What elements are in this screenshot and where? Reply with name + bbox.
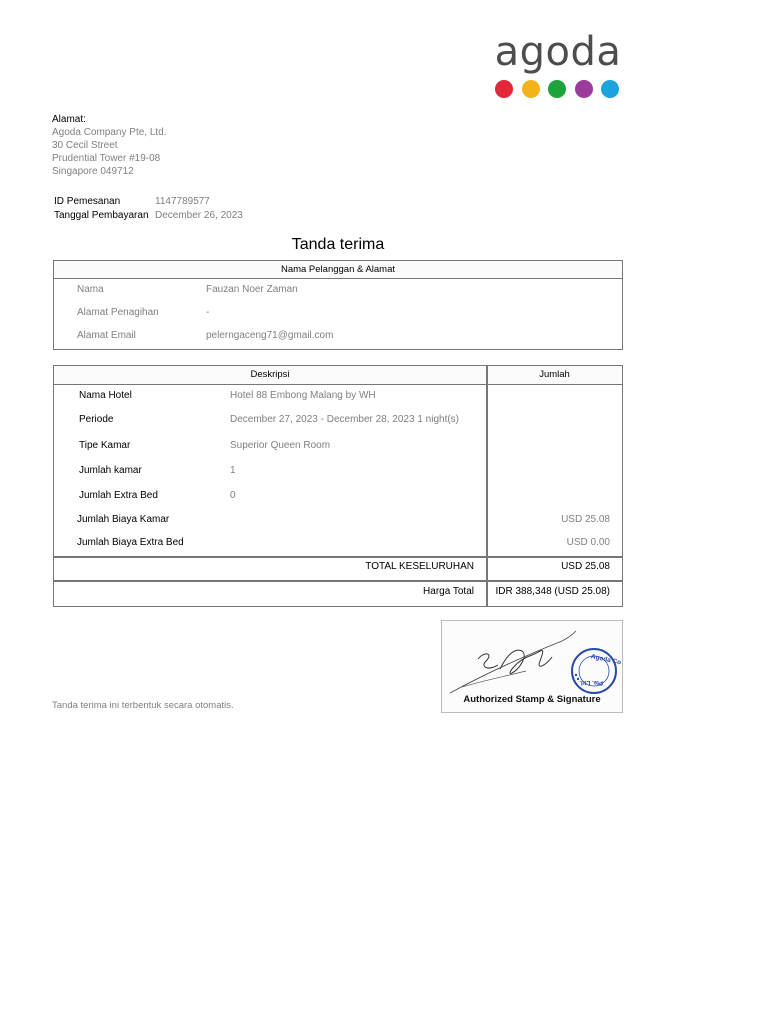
address-label: Alamat:: [52, 114, 86, 125]
extra-bed-charge-amount: USD 0.00: [566, 537, 610, 548]
auto-generated-note: Tanda terima ini terbentuk secara otomatis.: [52, 700, 234, 711]
room-type-value: Superior Queen Room: [230, 440, 331, 451]
hotel-name-label: Nama Hotel: [79, 390, 132, 401]
logo-dots: [495, 80, 619, 98]
customer-box: [53, 260, 623, 350]
period-value: December 27, 2023 - December 28, 2023 1 night(s): [230, 414, 460, 425]
logo-dot-purple: [575, 80, 593, 98]
price-divider: [54, 580, 622, 582]
email-label: Alamat Email: [77, 330, 136, 341]
period-label: Periode: [79, 414, 114, 425]
col-description-header: Deskripsi: [250, 369, 290, 380]
address-line: Singapore 049712: [52, 166, 134, 177]
details-table: [53, 365, 623, 607]
grand-total-label: TOTAL KESELURUHAN: [365, 561, 474, 572]
billing-address-label: Alamat Penagihan: [77, 307, 159, 318]
total-divider: [54, 556, 622, 558]
customer-name-label: Nama: [77, 284, 104, 295]
address-line: 30 Cecil Street: [52, 140, 118, 151]
page-title: Tanda terima: [291, 236, 385, 253]
stamp-signature-box: [441, 620, 623, 713]
room-charge-amount: USD 25.08: [561, 514, 610, 525]
payment-date-label: Tanggal Pembayaran: [54, 210, 149, 221]
total-price-label: Harga Total: [423, 586, 474, 597]
booking-id-value: 1147789577: [155, 196, 210, 207]
col-amount-header: Jumlah: [539, 369, 570, 380]
extra-bed-label: Jumlah Extra Bed: [79, 490, 158, 501]
extra-bed-charge-label: Jumlah Biaya Extra Bed: [77, 537, 184, 548]
customer-name-value: Fauzan Noer Zaman: [206, 284, 298, 295]
svg-text:Agoda Co: Agoda Co: [590, 653, 622, 667]
grand-total-amount: USD 25.08: [561, 561, 610, 572]
column-divider: [486, 366, 488, 606]
email-value: pelerngaceng71@gmail.com: [206, 330, 334, 341]
booking-id-label: ID Pemesanan: [54, 196, 121, 207]
hotel-name-value: Hotel 88 Embong Malang by WH: [230, 390, 376, 401]
details-header-row: [54, 366, 622, 385]
billing-address-value: -: [206, 307, 210, 318]
logo-dot-yellow: [522, 80, 540, 98]
address-line: Prudential Tower #19-08: [52, 153, 161, 164]
address-line: Agoda Company Pte, Ltd.: [52, 127, 167, 138]
agoda-logo: [490, 29, 626, 102]
room-type-label: Tipe Kamar: [79, 440, 131, 451]
payment-date-value: December 26, 2023: [155, 210, 243, 221]
stamp-caption: Authorized Stamp & Signature: [463, 694, 601, 705]
svg-text:Pte. Ltd.: Pte. Ltd.: [579, 679, 603, 685]
room-charge-label: Jumlah Biaya Kamar: [77, 514, 170, 525]
customer-box-header: Nama Pelanggan & Alamat: [54, 261, 622, 279]
signature-image: [442, 621, 624, 696]
logo-wordmark: agoda: [494, 29, 622, 75]
extra-bed-value: 0: [230, 490, 236, 501]
logo-dot-blue: [601, 80, 619, 98]
total-price-amount: IDR 388,348 (USD 25.08): [495, 586, 610, 597]
logo-dot-red: [495, 80, 513, 98]
room-count-label: Jumlah kamar: [79, 465, 142, 476]
logo-dot-green: [548, 80, 566, 98]
room-count-value: 1: [230, 465, 236, 476]
